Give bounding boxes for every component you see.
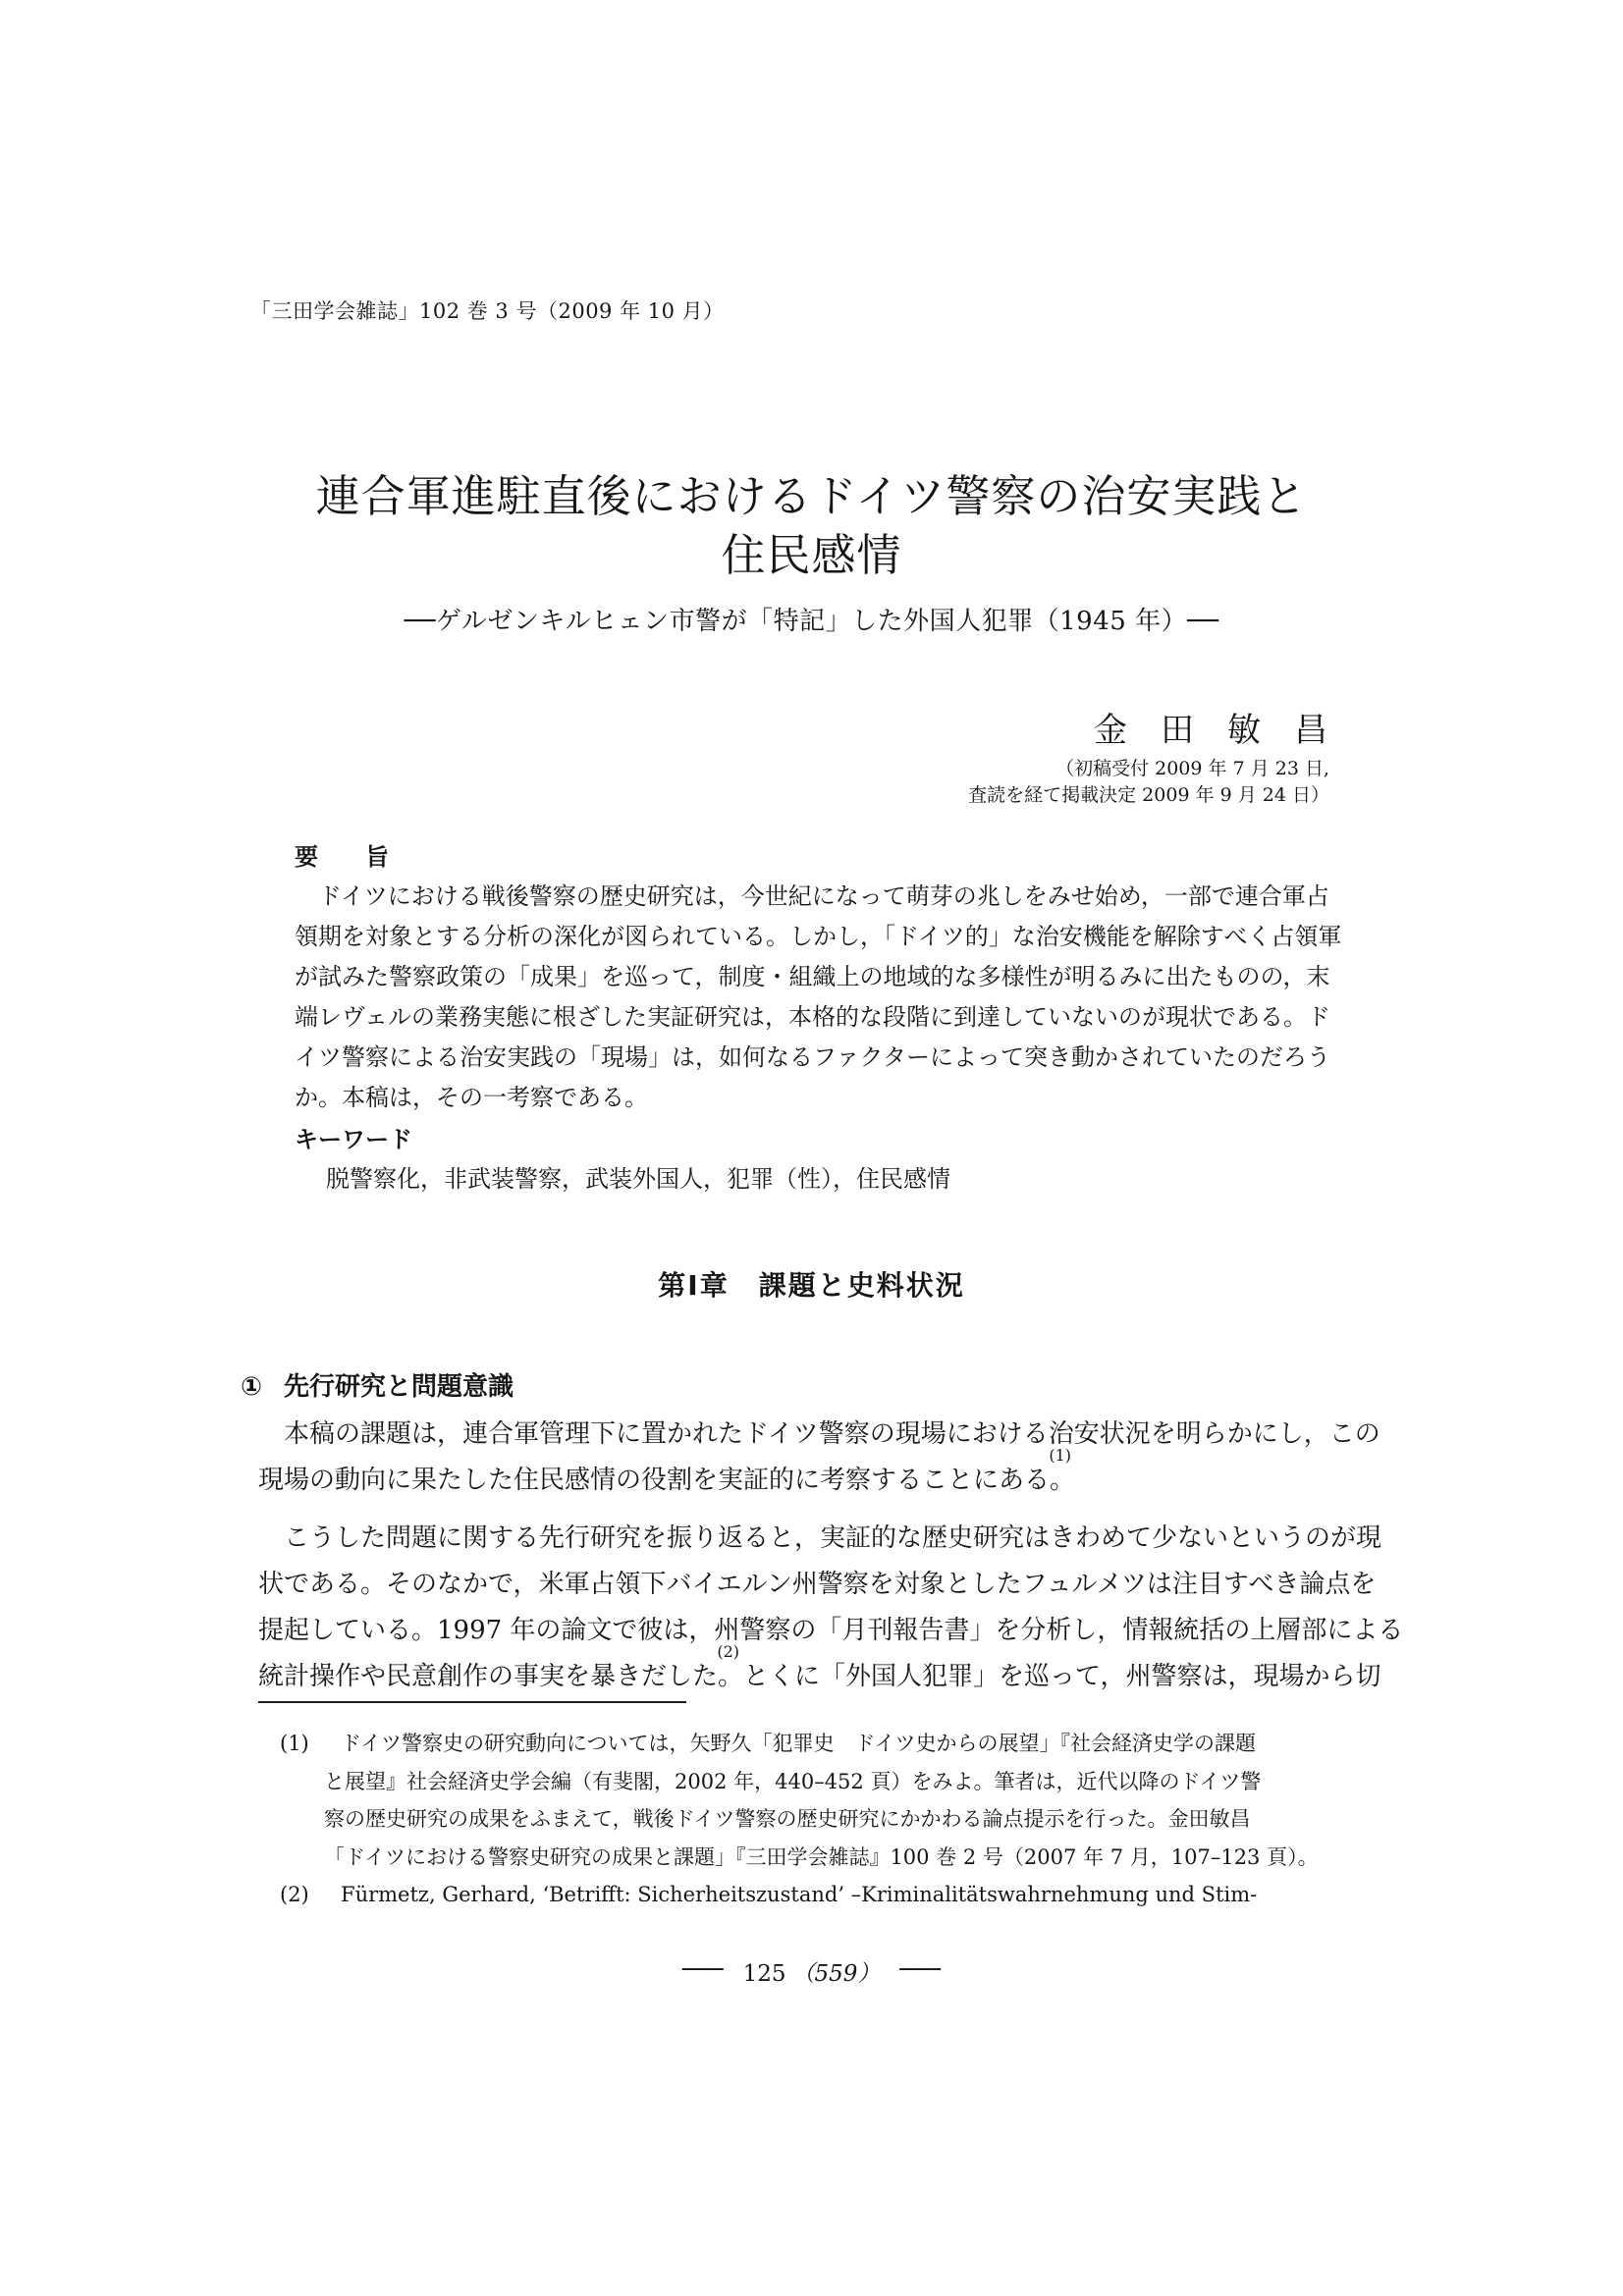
footnotes [280,1725,1389,1914]
abstract-line: 端レヴェルの業務実態に根ざした実証研究は，本格的な段階に到達していないのが現状である。ド [295,1003,1331,1031]
body-line-text: 現場の動向に果たした住民感情の役割を実証的に考察することにある。 [258,1466,1076,1495]
body-line [258,1641,1381,1700]
footnote-ref-1: (1) [1049,1445,1072,1465]
body-line [258,1412,1380,1458]
body-line [258,1516,1382,1562]
abstract-heading: 要 旨 [295,843,389,871]
body-line-text: 統計操作や民意創作の事実を暴きだした。 [258,1662,744,1691]
section-number-icon: ① [241,1372,263,1402]
author-name: 金 田 敏 昌 [1094,711,1327,750]
body-line-text: こうした問題に関する先行研究を振り返ると，実証的な歴史研究はきわめて少ないというのが現 [258,1523,1382,1553]
footnote-separator-rule [258,1701,686,1703]
series-page-number: （559） [791,1961,881,1987]
abstract-line: ドイツにおける戦後警察の歴史研究は，今世紀になって萌芽の兆しをみせ始め，一部で連合軍占 [295,882,1329,910]
submission-dates [968,756,1329,809]
footnote-line [280,1876,1389,1914]
body-line-text: 本稿の課題は，連合軍管理下に置かれたドイツ警察の現場における治安状況を明らかにし，この [258,1419,1380,1449]
footnote-text: ドイツ警察史の研究動向については，矢野久「犯罪史 ドイツ史からの展望」『社会経済史学の課題 [341,1732,1256,1755]
body-line [258,1562,1377,1608]
footer-right-rule: ─── [899,1957,941,1983]
footnote-line: 「ドイツにおける警察史研究の成果と課題」『三田学会雑誌』100 巻 2 号（2007 年 7 月，107–123 頁）。 [324,1844,1319,1869]
abstract-line: が試みた警察政策の「成果」を巡って，制度・組織上の地域的な多様性が明るみに出たものの，末 [295,963,1330,990]
accepted-date: 査読を経て掲載決定 2009 年 9 月 24 日） [968,784,1329,806]
article-title-line2: 住民感情 [721,529,902,581]
section-title: 先行研究と問題意識 [284,1372,514,1402]
body-line [258,1445,1368,1504]
article-title-line1: 連合軍進駐直後におけるドイツ警察の治安実践と [315,470,1308,522]
footnote-line: と展望』社会経済史学会編（有斐閣，2002 年，440–452 頁）をみよ。筆者は，近代以降のドイツ警 [324,1769,1262,1793]
abstract-line: か。本稿は，その一考察である。 [295,1084,648,1111]
abstract-line: イツ警察による治安実践の「現場」は，如何なるファクターによって突き動かされていたのだろう [295,1043,1331,1071]
article-subtitle: ──ゲルゼンキルヒェン市警が「特記」した外国人犯罪（1945 年）── [404,607,1219,636]
footnote-ref-2: (2) [717,1641,740,1661]
footnote-label: (1) [280,1732,309,1755]
body-line [258,1608,1404,1654]
page-footer [0,1955,1623,1988]
body-line-text: 状である。そのなかで，米軍占領下バイエルン州警察を対象としたフュルメツは注目すべき論点を [258,1570,1377,1599]
chapter-heading: 第Ⅰ章 課題と史料状況 [658,1269,965,1302]
body-line-text: 提起している。1997 年の論文で彼は，州警察の「月刊報告書」を分析し，情報統括の上層部による [258,1616,1404,1645]
article-title [0,467,1623,585]
footnote-line: 察の歴史研究の成果をふまえて，戦後ドイツ警察の歴史研究にかかわる論点提示を行った。金田敏昌 [324,1807,1251,1831]
keywords-text: 脱警察化，非武装警察，武装外国人，犯罪（性），住民感情 [326,1165,950,1193]
footer-left-rule: ─── [682,1957,724,1983]
received-date: （初稿受付 2009 年 7 月 23 日, [1055,758,1329,779]
body-line-text: とくに「外国人犯罪」を巡って，州警察は，現場から切 [743,1662,1381,1691]
footnote-text: Fürmetz, Gerhard, ‘Betrifft: Sicherheitszustand’ –Kriminalitätswahrnehmung und Stim- [341,1883,1258,1906]
journal-header: 「三田学会雑誌」102 巻 3 号（2009 年 10 月） [250,299,725,323]
footnote-line [280,1725,1389,1763]
body-text [258,1412,1404,1700]
section-heading [241,1366,514,1403]
page-number: 125 [742,1961,786,1987]
footnote-label: (2) [280,1883,309,1906]
keywords-heading: キーワード [295,1126,412,1153]
abstract-text [295,877,1345,1118]
abstract-line: 領期を対象とする分析の深化が図られている。しかし，「ドイツ的」な治安機能を解除すべく占領軍 [295,923,1342,950]
